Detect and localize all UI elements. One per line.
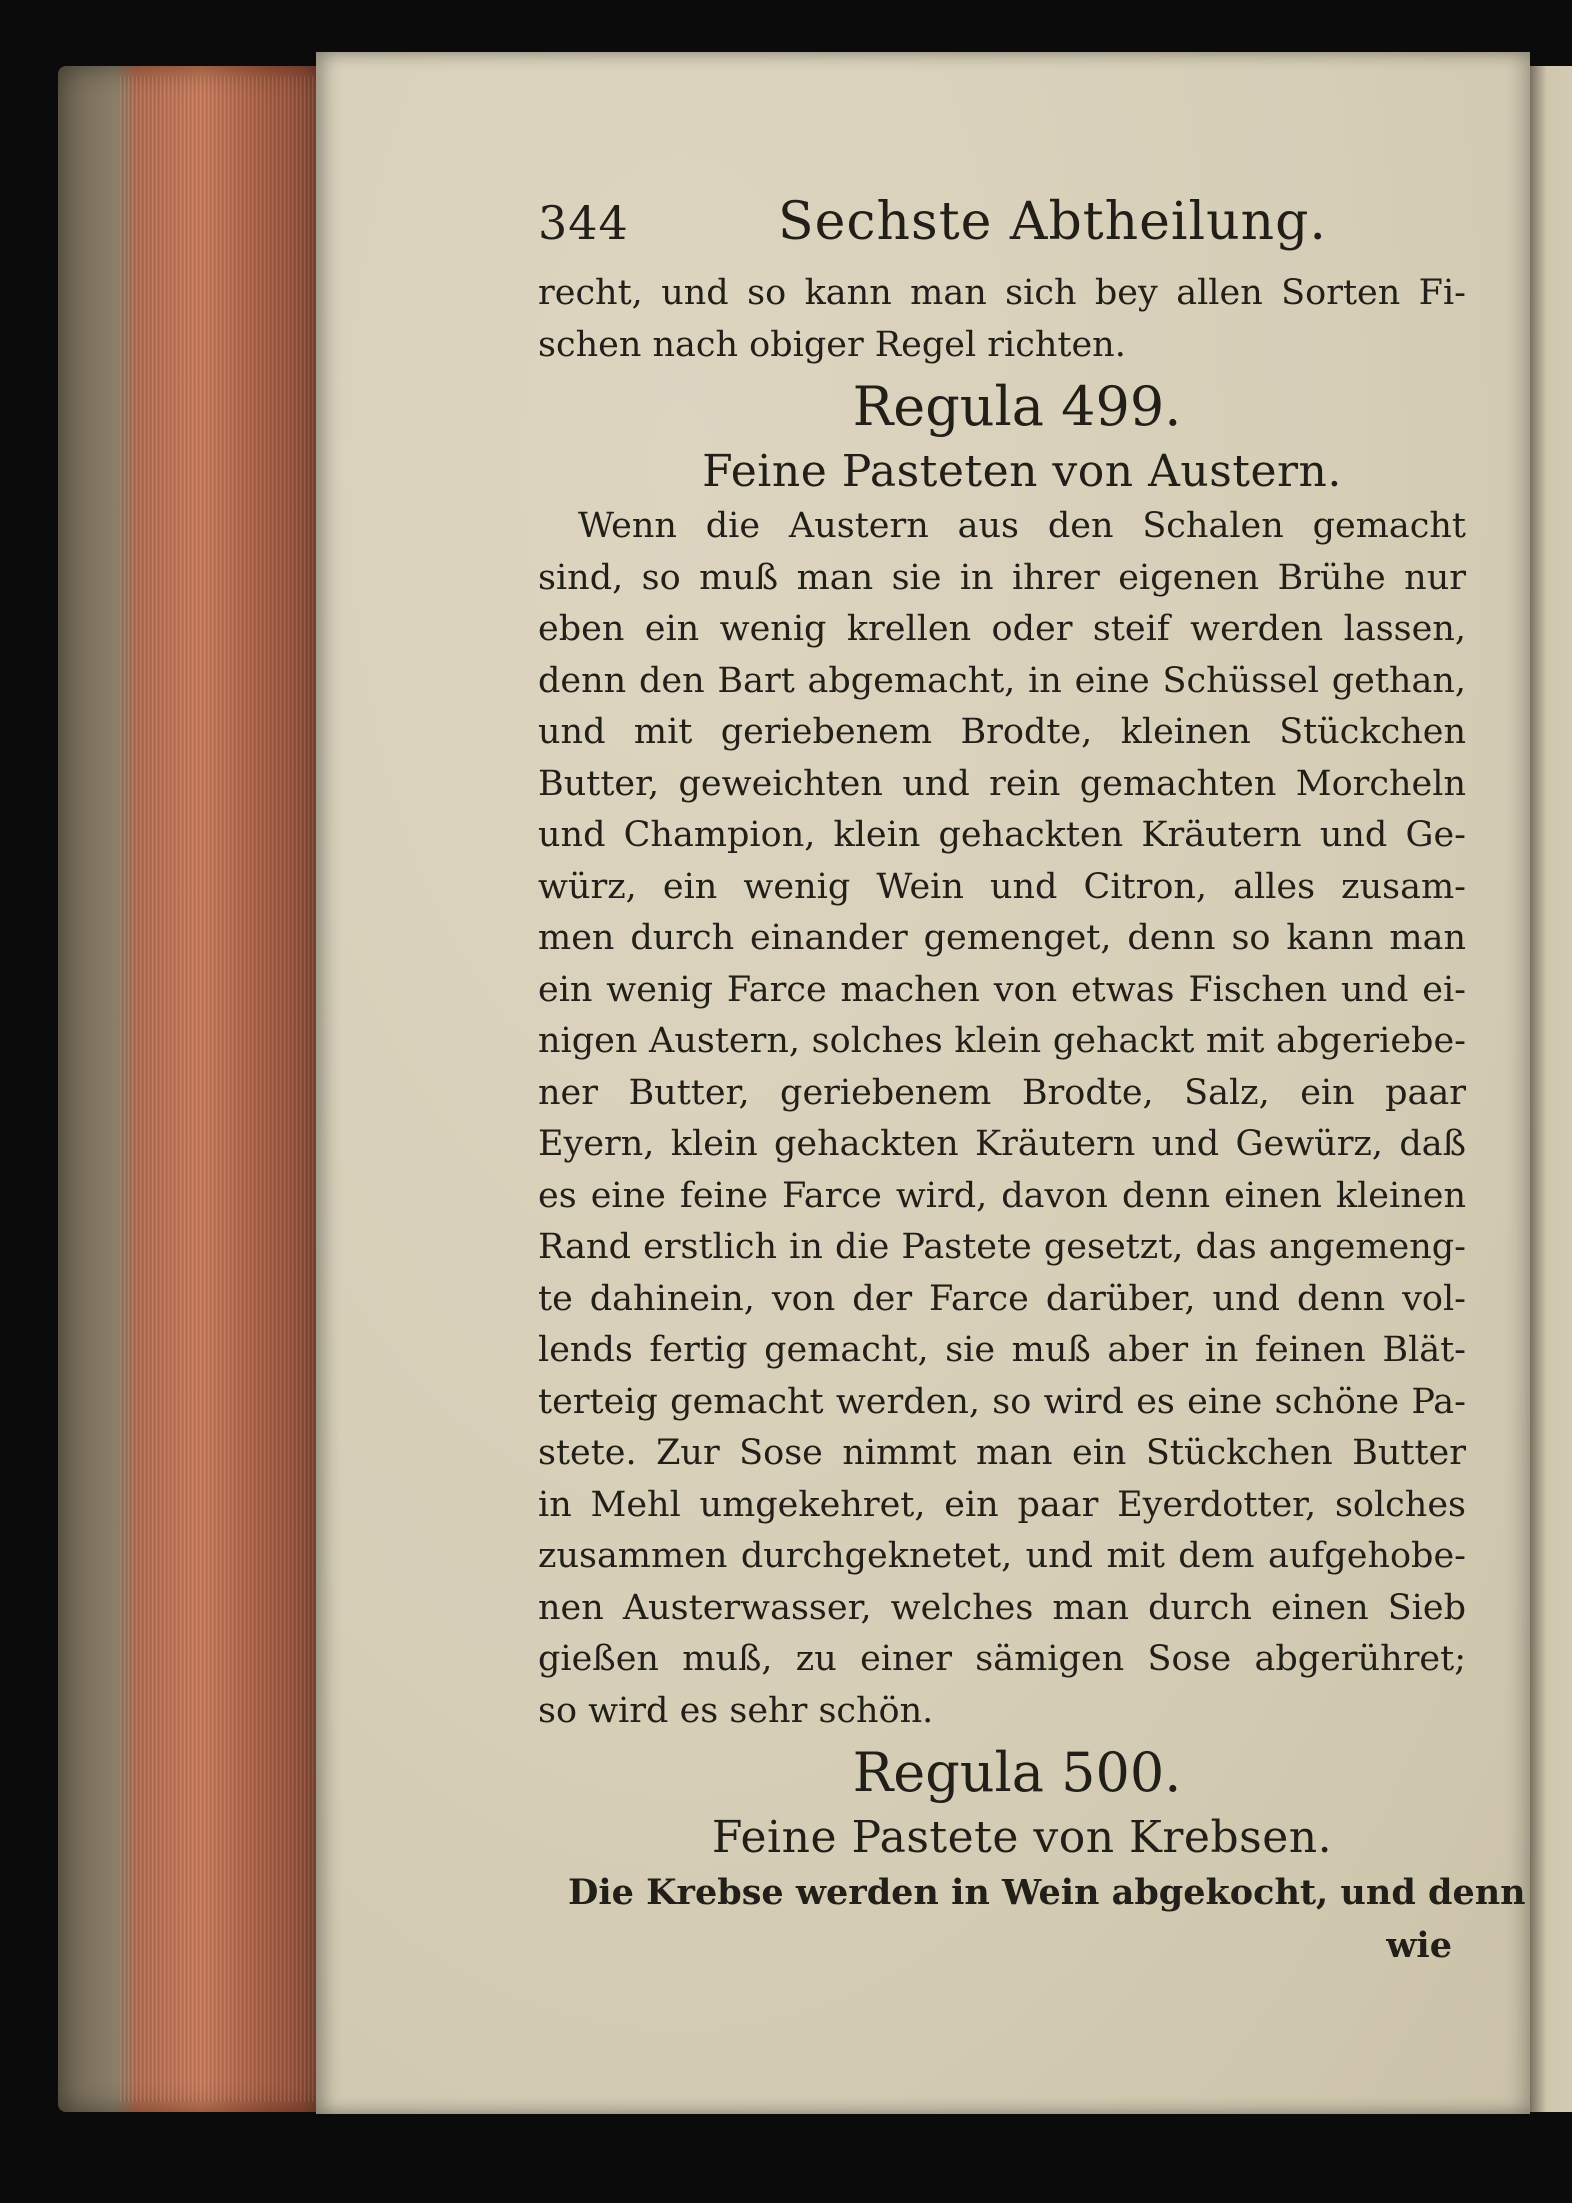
text-line: gießen muß, zu einer sämigen Sose abgerühret; (538, 1639, 1466, 1679)
text-line: stete. Zur Sose nimmt man ein Stückchen Butter (538, 1433, 1466, 1473)
text-line: nigen Austern, solches klein gehackt mit abgeriebe- (538, 1021, 1466, 1061)
text-line: Rand erstlich in die Pastete gesetzt, das angemeng- (538, 1227, 1466, 1267)
text-line: denn den Bart abgemacht, in eine Schüssel gethan, (538, 660, 1466, 701)
text-line: eben ein wenig krellen oder steif werden lassen, (538, 609, 1466, 649)
text-line: in Mehl umgekehret, ein paar Eyerdotter, solches (538, 1484, 1466, 1525)
text-line: ner Butter, geriebenem Brodte, Salz, ein paar (538, 1072, 1466, 1113)
text-line: zusammen durchgeknetet, und mit dem aufgehobe- (538, 1536, 1466, 1576)
text-line: Die Krebse werden in Wein abgekocht, und denn (568, 1872, 1526, 1913)
text-line: Wenn die Austern aus den Schalen gemacht (578, 506, 1466, 546)
text-line: nen Austerwasser, welches man durch einen Sieb (538, 1587, 1466, 1628)
text-line: ein wenig Farce machen von etwas Fischen und ei- (538, 969, 1466, 1010)
page-header (538, 192, 1466, 268)
text-line: schen nach obiger Regel richten. (538, 324, 1126, 365)
recipe-title-500: Feine Pastete von Krebsen. (711, 1812, 1333, 1863)
regula-heading-499: Regula 499. (852, 375, 1182, 438)
running-head: Sechste Abtheilung. (778, 192, 1327, 252)
text-line: men durch einander gemenget, denn so kann man (538, 918, 1466, 958)
catchword: wie (1386, 1924, 1452, 1966)
text-line: recht, und so kann man sich bey allen Sorten Fi- (538, 273, 1466, 313)
recipe-title-499: Feine Pasteten von Austern. (702, 446, 1342, 497)
text-line: Butter, geweichten und rein gemachten Morcheln (538, 763, 1466, 804)
page-text-block (538, 192, 1526, 2032)
text-line: und mit geriebenem Brodte, kleinen Stückchen (538, 712, 1466, 752)
book-page-edges (58, 66, 320, 2112)
regula-heading-500: Regula 500. (852, 1741, 1182, 1804)
text-line: terteig gemacht werden, so wird es eine schöne Pa- (538, 1381, 1466, 1422)
text-line: würz, ein wenig Wein und Citron, alles zusam- (538, 866, 1466, 907)
text-line: es eine feine Farce wird, davon denn einen kleinen (538, 1175, 1466, 1216)
recipe-body-499 (538, 501, 1466, 1737)
next-page-edge (1530, 66, 1572, 2112)
text-line: und Champion, klein gehackten Kräutern und Ge- (538, 815, 1466, 855)
text-line: lends fertig gemacht, sie muß aber in feinen Blät- (538, 1330, 1466, 1370)
page-number: 344 (538, 196, 629, 250)
text-line: Eyern, klein gehackten Kräutern und Gewürz, daß (538, 1124, 1466, 1164)
text-line: sind, so muß man sie in ihrer eigenen Brühe nur (538, 557, 1466, 598)
book-page (316, 52, 1530, 2114)
text-line: so wird es sehr schön. (538, 1690, 934, 1731)
text-line: te dahinein, von der Farce darüber, und denn vol- (538, 1278, 1466, 1319)
